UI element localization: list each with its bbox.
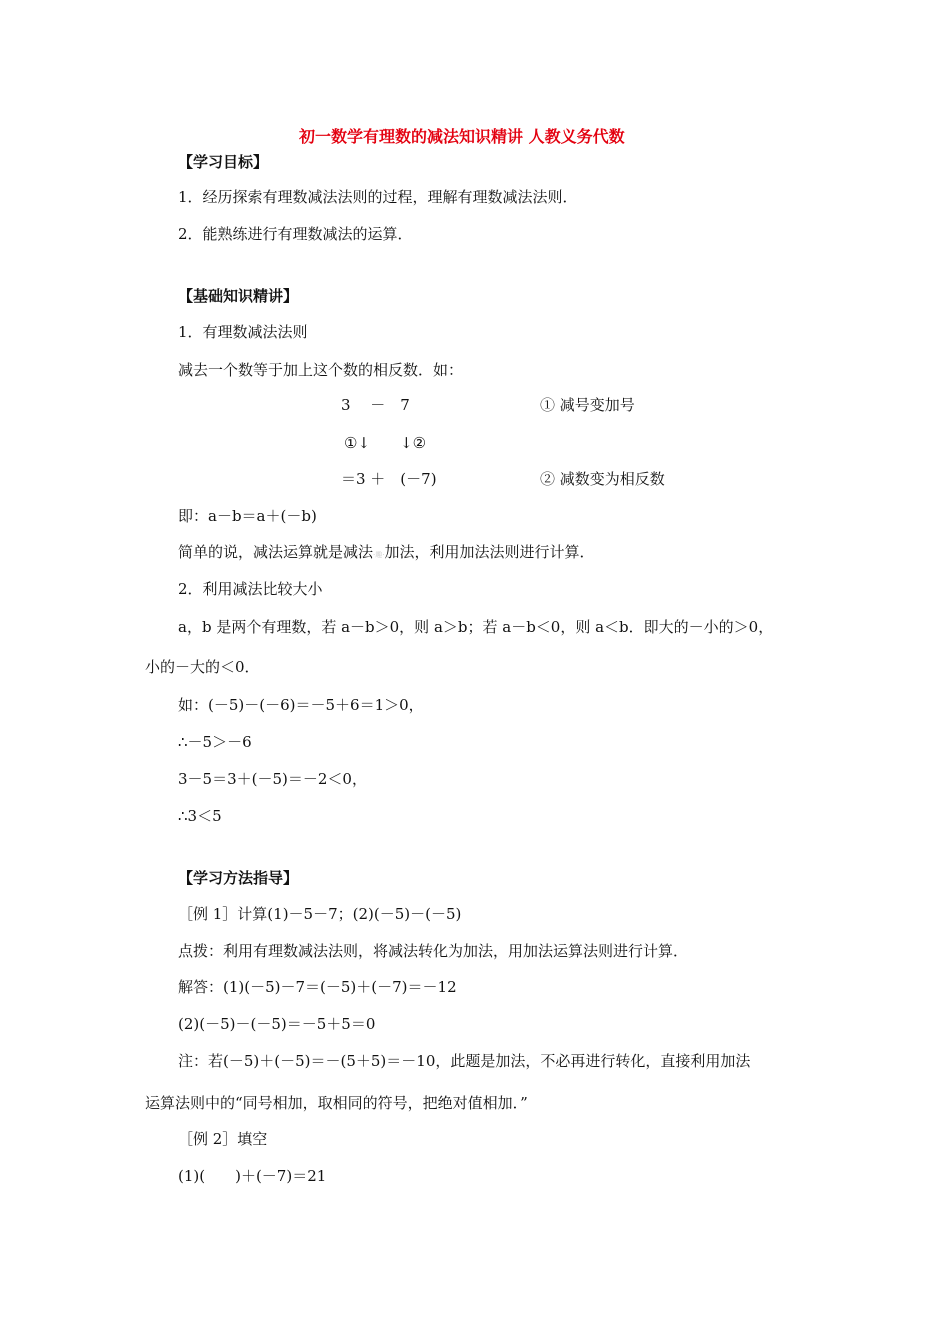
compare-example-c: 3－5＝3＋(－5)＝－2＜0， [178, 770, 367, 788]
example-1-note-line-2: 运算法则中的“同号相加，取相同的符号，把绝对值相加．” [145, 1094, 528, 1112]
example-2-fill-1: (1)( )＋(－7)＝21 [178, 1167, 327, 1185]
basics-heading: 【基础知识精讲】 [178, 287, 299, 305]
subtraction-formula: 即：a－b＝a＋(－b) [178, 507, 317, 525]
summary-text-b: 加法，利用加法法则进行计算． [384, 543, 595, 561]
diagram-row2-arrows: ①↓ ↓② [344, 434, 427, 452]
diagram-row1-expression: 3 － 7 [341, 396, 410, 414]
example-1-note-line-1: 注：若(－5)＋(－5)＝－(5＋5)＝－10，此题是加法，不必再进行转化，直接利用加法 [178, 1052, 751, 1070]
compare-example-b: ∴－5＞－6 [178, 733, 252, 751]
compare-text-line-2: 小的－大的＜0． [145, 658, 260, 676]
summary-text-a: 简单的说，减法运算就是减法 [178, 543, 374, 561]
compare-example-d: ∴3＜5 [178, 807, 222, 825]
example-2-prompt: ［例 2］填空 [178, 1130, 268, 1148]
example-1-prompt: ［例 1］计算(1)－5－7；(2)(－5)－(－5) [178, 905, 462, 923]
diagram-row1-note: ① 减号变加号 [540, 396, 635, 414]
example-1-answer-1: 解答：(1)(－5)－7＝(－5)＋(－7)＝－12 [178, 978, 457, 996]
rule-title: 1．有理数减法法则 [178, 323, 308, 341]
objectives-heading: 【学习目标】 [178, 153, 269, 171]
diagram-row3-expression: ＝3 ＋ (－7) [341, 470, 437, 488]
faint-watermark: ·趣· [373, 551, 385, 559]
document-title: 初一数学有理数的减法知识精讲 人教义务代数 [299, 127, 625, 146]
example-1-answer-2: (2)(－5)－(－5)＝－5＋5＝0 [178, 1015, 376, 1033]
summary-line [178, 542, 594, 565]
rule-text: 减去一个数等于加上这个数的相反数．如： [178, 361, 464, 379]
compare-example-a: 如：(－5)－(－6)＝－5＋6＝1＞0， [178, 696, 424, 714]
objective-item-1: 1．经历探索有理数减法法则的过程，理解有理数减法法则． [178, 188, 578, 206]
compare-text-line-1: a，b 是两个有理数，若 a－b＞0，则 a＞b；若 a－b＜0，则 a＜b．即大的－小的＞0， [178, 618, 774, 636]
diagram-row3-note: ② 减数变为相反数 [540, 470, 665, 488]
objective-item-2: 2．能熟练进行有理数减法的运算． [178, 225, 413, 243]
compare-title: 2．利用减法比较大小 [178, 580, 323, 598]
method-heading: 【学习方法指导】 [178, 869, 299, 887]
example-1-hint: 点拨：利用有理数减法法则，将减法转化为加法，用加法运算法则进行计算． [178, 942, 689, 960]
